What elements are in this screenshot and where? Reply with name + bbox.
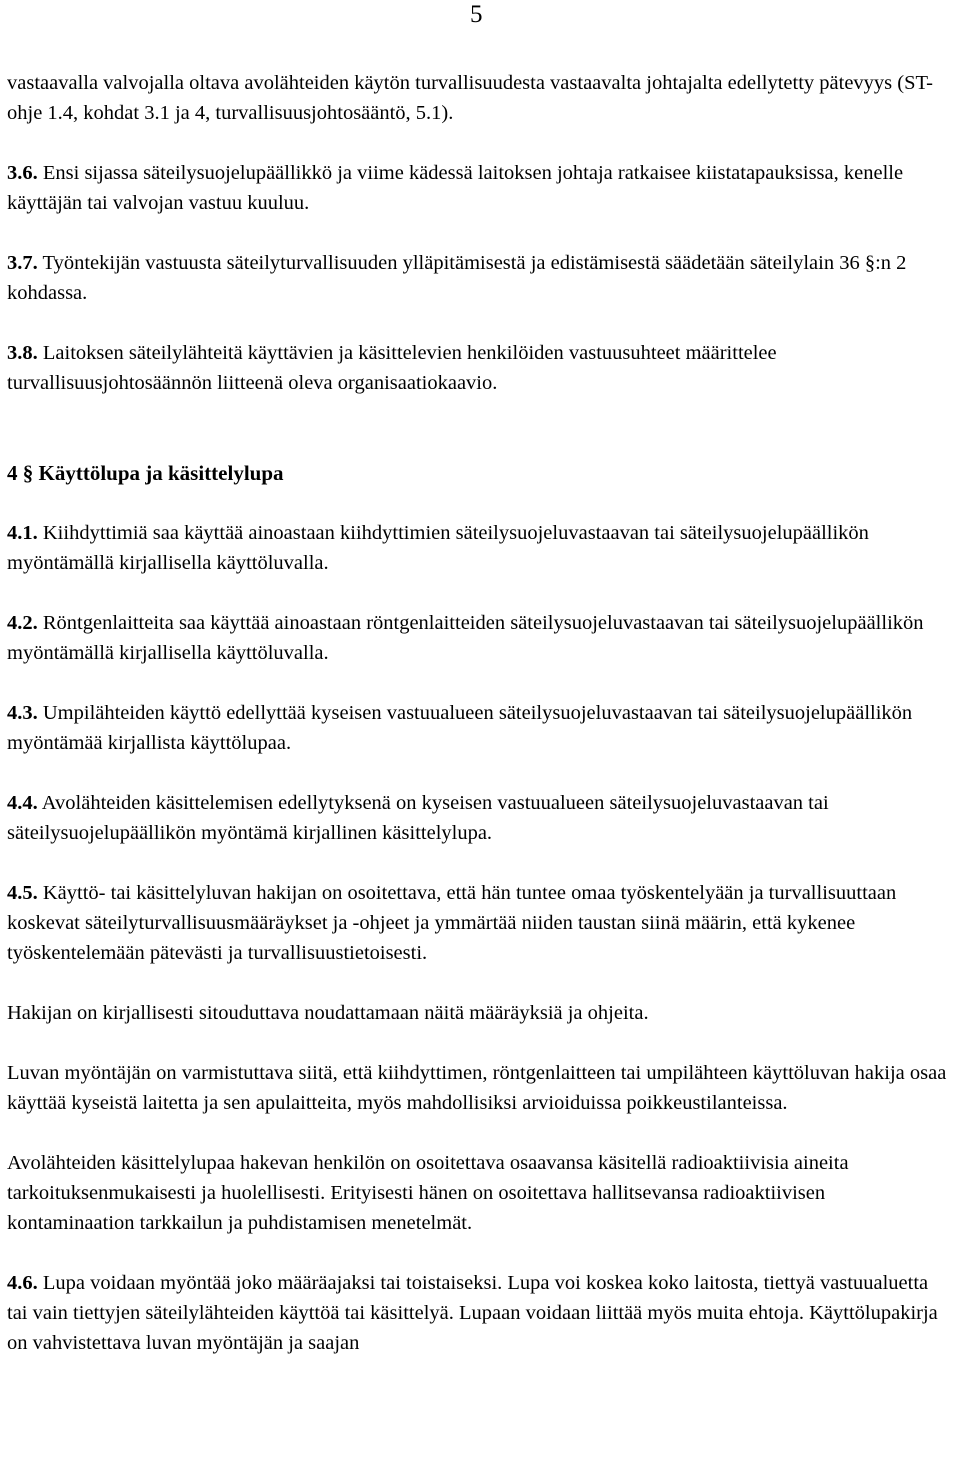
- paragraph-hakijan: [7, 998, 952, 1028]
- paragraph-number: 4.5.: [7, 882, 38, 904]
- paragraph-text: Kiihdyttimiä saa käyttää ainoastaan kiihdyttimien säteilysuojeluvastaavan tai säteilysuojelupäällikön myöntämällä kirjallisella käyttöluvalla.: [7, 522, 869, 574]
- page-number: 5: [470, 1, 483, 28]
- paragraph-text: Umpilähteiden käyttö edellyttää kyseisen vastuualueen säteilysuojeluvastaavan tai säteilysuojelupäällikön myöntämää kirjallista käyttölupaa.: [7, 702, 913, 754]
- paragraph-text: Työntekijän vastuusta säteilyturvallisuuden ylläpitämisestä ja edistämisestä säädetään säteilylain 36 §:n 2 kohdassa.: [7, 252, 907, 304]
- paragraph-number: 4.6.: [7, 1272, 38, 1294]
- paragraph-4-4: [7, 788, 952, 848]
- paragraph-text: Avolähteiden käsittelylupaa hakevan henkilön on osoitettava osaavansa käsitellä radioaktiivisia aineita tarkoituksenmukaisesti ja huolellisesti. Erityisesti hänen on osoitettava hallitsevansa radioaktiivisen kontaminaation tarkkailun ja puhdistamisen menetelmät.: [7, 1152, 849, 1234]
- paragraph-text: Käyttö- tai käsittelyluvan hakijan on osoitettava, että hän tuntee omaa työskentelyään ja turvallisuuttaan koskevat säteilyturvallisuusmääräykset ja -ohjeet ja ymmärtää niiden taustan siinä määrin, että kykenee työskentelemään pätevästi ja turvallisuustietoisesti.: [7, 882, 897, 964]
- paragraph-number: 3.8.: [7, 342, 38, 364]
- paragraph-text: Lupa voidaan myöntää joko määräajaksi tai toistaiseksi. Lupa voi koskea koko laitosta, tiettyä vastuualuetta tai vain tiettyjen säteilylähteiden käyttöä tai käsittelyä. Lupaan voidaan liittää myös muita ehtoja. Käyttölupakirja on vahvistettava luvan myöntäjän ja saajan: [7, 1272, 938, 1354]
- paragraph-3-8: [7, 338, 952, 398]
- paragraph-number: 4.1.: [7, 522, 38, 544]
- paragraph-3-7: [7, 248, 952, 308]
- paragraph-text: Luvan myöntäjän on varmistuttava siitä, että kiihdyttimen, röntgenlaitteen tai umpilähteen käyttöluvan hakija osaa käyttää kyseistä laitetta ja sen apulaitteita, myös mahdollisiksi arvioiduissa poikkeustilanteissa.: [7, 1062, 947, 1114]
- paragraph-number: 4.3.: [7, 702, 38, 724]
- paragraph-text: Laitoksen säteilylähteitä käyttävien ja käsittelevien henkilöiden vastuusuhteet määrittelee turvallisuusjohtosäännön liitteenä oleva organisaatiokaavio.: [7, 342, 777, 394]
- paragraph-3-6: [7, 158, 952, 218]
- paragraph-text: vastaavalla valvojalla oltava avolähteiden käytön turvallisuudesta vastaavalta johtajalta edellytetty pätevyys (ST-ohje 1.4, kohdat 3.1 ja 4, turvallisuusjohtosääntö, 5.1).: [7, 72, 933, 124]
- paragraph-4-6: [7, 1268, 952, 1358]
- paragraph-number: 4.4.: [7, 792, 38, 814]
- paragraph-4-3: [7, 698, 952, 758]
- paragraph-continuation: [7, 68, 952, 128]
- paragraph-4-1: [7, 518, 952, 578]
- paragraph-avolahteiden: [7, 1148, 952, 1238]
- paragraph-text: Röntgenlaitteita saa käyttää ainoastaan röntgenlaitteiden säteilysuojeluvastaavan tai säteilysuojelupäällikön myöntämällä kirjallisella käyttöluvalla.: [7, 612, 924, 664]
- paragraph-4-5: [7, 878, 952, 968]
- paragraph-number: 4.2.: [7, 612, 38, 634]
- section-heading: 4 § Käyttölupa ja käsittelylupa: [7, 461, 284, 485]
- paragraph-4-2: [7, 608, 952, 668]
- paragraph-text: Ensi sijassa säteilysuojelupäällikkö ja viime kädessä laitoksen johtaja ratkaisee kiistatapauksissa, kenelle käyttäjän tai valvojan vastuu kuuluu.: [7, 162, 904, 214]
- paragraph-number: 3.7.: [7, 252, 38, 274]
- document-body: [7, 68, 952, 1358]
- paragraph-text: Hakijan on kirjallisesti sitouduttava noudattamaan näitä määräyksiä ja ohjeita.: [7, 1002, 649, 1024]
- paragraph-luvan: [7, 1058, 952, 1118]
- paragraph-number: 3.6.: [7, 162, 38, 184]
- paragraph-text: Avolähteiden käsittelemisen edellytyksenä on kyseisen vastuualueen säteilysuojeluvastaavan tai säteilysuojelupäällikön myöntämä kirjallinen käsittelylupa.: [7, 792, 829, 844]
